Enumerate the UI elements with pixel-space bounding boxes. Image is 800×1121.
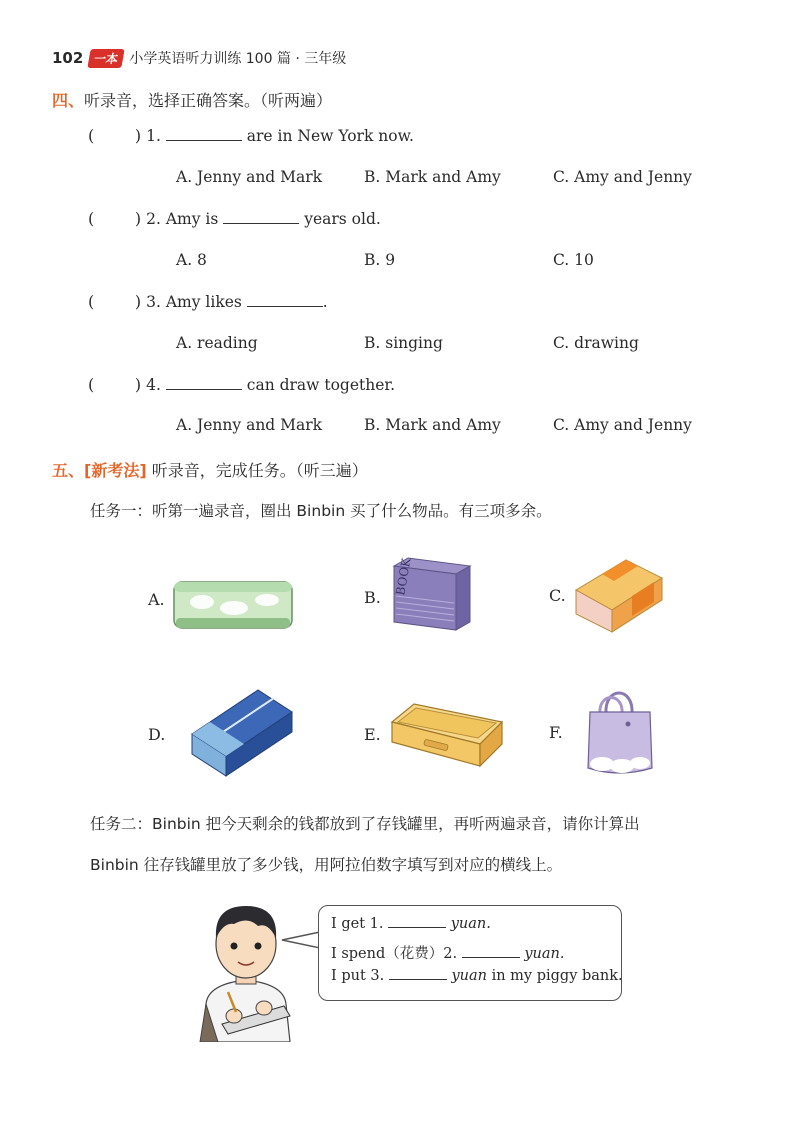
question-number: 4. (146, 376, 161, 394)
item-f-label: F. (549, 723, 563, 742)
new-method-tag: [新考法] (84, 461, 147, 480)
option-1b: B. Mark and Amy (364, 168, 501, 186)
question-text-before: Amy likes (165, 293, 247, 311)
option-2a: A. 8 (176, 251, 207, 269)
task-1-instruction: 任务一：听第一遍录音，圈出 Binbin 买了什么物品。有三项多余。 (90, 502, 552, 520)
bubble-text-end: in my piggy bank. (486, 968, 623, 984)
bubble-unit: yuan (446, 968, 487, 984)
option-1a: A. Jenny and Mark (176, 168, 323, 186)
bubble-unit: yuan. (519, 946, 565, 962)
bubble-unit: yuan. (446, 916, 491, 932)
question-text-after: years old. (299, 210, 381, 228)
option-1c: C. Amy and Jenny (553, 168, 692, 186)
task-2-instruction-line-2: Binbin 往存钱罐里放了多少钱，用阿拉伯数字填写到对应的横线上。 (90, 856, 563, 874)
question-number: 2. (146, 210, 161, 228)
eraser-blue-icon[interactable] (188, 686, 296, 780)
page-header (52, 48, 346, 68)
question-text-after: can draw together. (241, 376, 396, 394)
option-4c: C. Amy and Jenny (553, 416, 692, 434)
option-3b: B. singing (364, 334, 443, 352)
question-text-after: . (322, 293, 328, 311)
answer-blank-2[interactable] (462, 956, 520, 958)
speech-bubble-tail (280, 930, 322, 950)
bubble-text: I put 3. (331, 968, 389, 984)
section-5-title (52, 458, 368, 481)
bubble-text: I get 1. (331, 916, 389, 932)
option-2c: C. 10 (553, 251, 594, 269)
answer-blank-3[interactable] (389, 978, 447, 980)
option-4b: B. Mark and Amy (364, 416, 501, 434)
section-4-instruction: 听录音，选择正确答案。（听两遍） (84, 91, 333, 110)
boy-illustration (188, 892, 308, 1042)
answer-bracket[interactable]: ( ) (88, 292, 142, 311)
answer-bracket[interactable]: ( ) (88, 126, 142, 145)
answer-blank[interactable] (247, 305, 323, 307)
bubble-line-3 (331, 968, 623, 984)
speech-bubble (318, 905, 622, 1001)
option-2b: B. 9 (364, 251, 396, 269)
item-d-label: D. (148, 725, 166, 744)
bubble-line-2 (331, 942, 564, 963)
section-5-number: 五、 (52, 461, 85, 480)
question-3 (88, 292, 328, 311)
bubble-line-1 (331, 916, 491, 932)
brand-logo: 一本 (88, 49, 125, 68)
question-text-before: Amy is (165, 210, 224, 228)
pencil-case-green-icon[interactable] (172, 578, 296, 634)
item-a-label: A. (148, 590, 165, 609)
section-4-title (52, 88, 332, 111)
bubble-text: I spend（花费）2. (331, 946, 462, 962)
question-number: 1. (146, 127, 161, 145)
answer-blank[interactable] (166, 388, 242, 390)
question-text-after: are in New York now. (241, 127, 414, 145)
page-number: 102 (52, 49, 84, 67)
section-5-instruction: 听录音，完成任务。（听三遍） (146, 461, 368, 480)
eraser-orange-icon[interactable] (572, 556, 666, 636)
section-4-number: 四、 (52, 91, 85, 110)
book-spine-text: BOOK (393, 556, 414, 597)
answer-bracket[interactable]: ( ) (88, 209, 142, 228)
option-3a: A. reading (176, 334, 258, 352)
answer-bracket[interactable]: ( ) (88, 375, 142, 394)
answer-blank[interactable] (223, 222, 299, 224)
answer-blank-1[interactable] (388, 926, 446, 928)
pencil-case-yellow-icon[interactable] (388, 700, 506, 772)
bag-icon[interactable] (584, 684, 656, 778)
task-2-instruction-line-1: 任务二：Binbin 把今天剩余的钱都放到了存钱罐里，再听两遍录音，请你计算出 (90, 815, 640, 833)
question-2 (88, 209, 381, 228)
option-4a: A. Jenny and Mark (176, 416, 323, 434)
question-4 (88, 375, 395, 394)
item-c-label: C. (549, 586, 566, 605)
item-b-label: B. (364, 588, 381, 607)
option-3c: C. drawing (553, 334, 639, 352)
question-number: 3. (146, 293, 161, 311)
book-title: 小学英语听力训练 100 篇 · 三年级 (129, 51, 347, 67)
answer-blank[interactable] (166, 139, 242, 141)
item-e-label: E. (364, 725, 381, 744)
book-icon[interactable] (390, 556, 474, 634)
question-1 (88, 126, 414, 145)
